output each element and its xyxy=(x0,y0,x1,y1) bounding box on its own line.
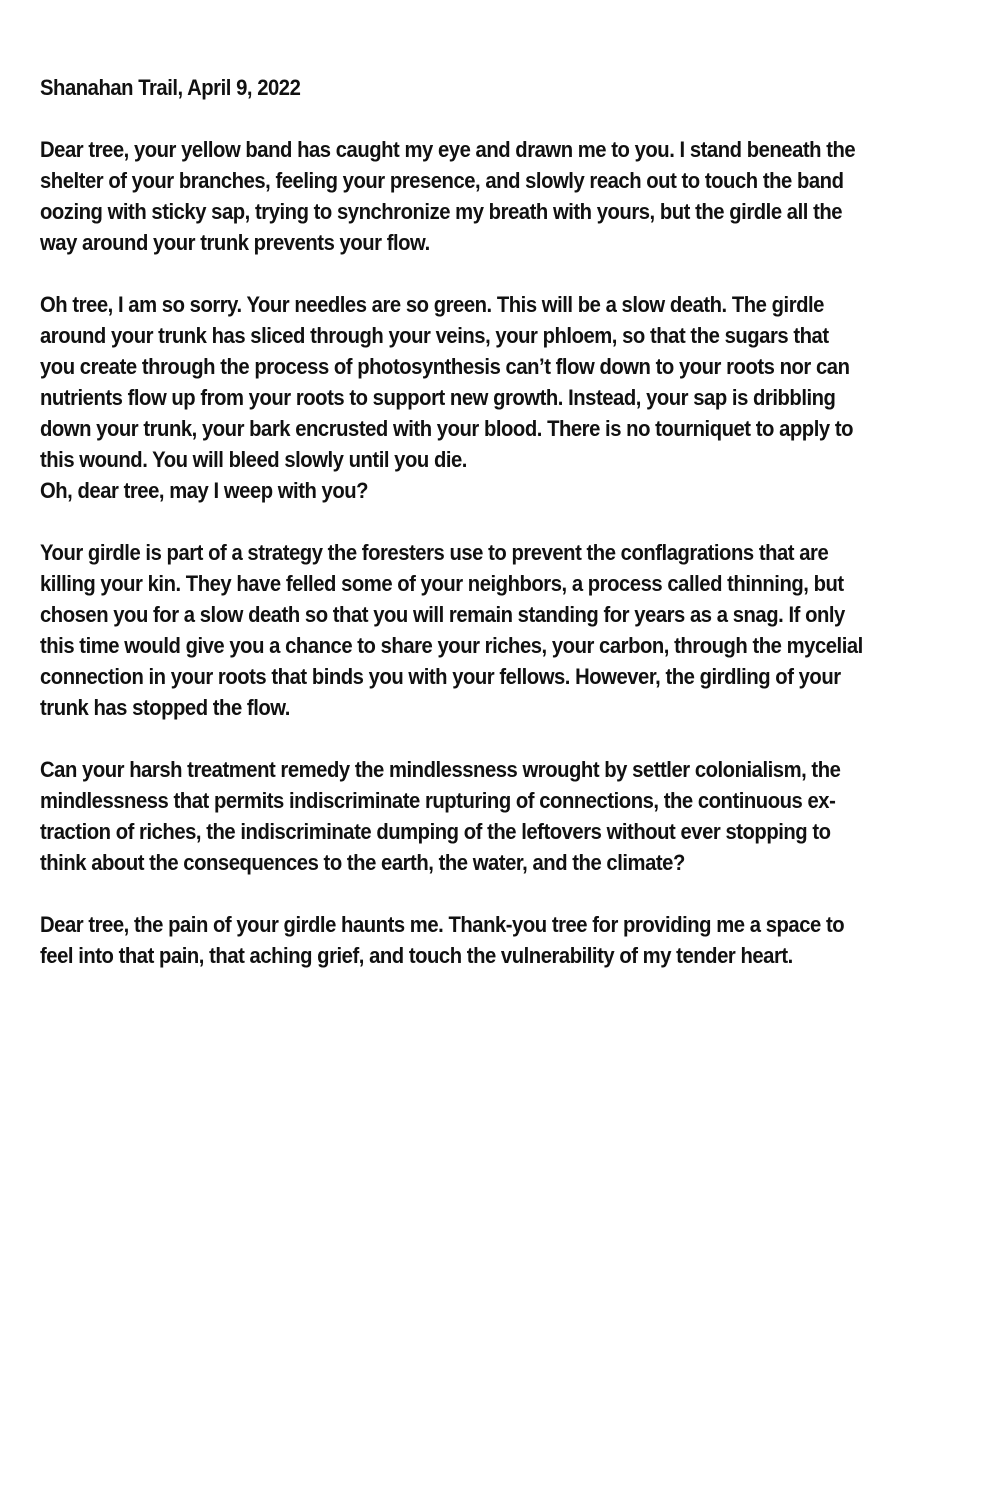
paragraph-line: killing your kin. They have felled some of your neighbors, a process called thinning, but xyxy=(40,571,844,596)
paragraph-line: think about the consequences to the earth, the water, and the climate? xyxy=(40,850,685,875)
paragraph-line: oozing with sticky sap, trying to synchronize my breath with yours, but the girdle all the xyxy=(40,199,843,224)
paragraph-3 xyxy=(40,537,969,723)
paragraph-line: this wound. You will bleed slowly until you die. xyxy=(40,447,467,472)
paragraph-line: you create through the process of photosynthesis can’t flow down to your roots nor can xyxy=(40,354,850,379)
paragraph-line: Can your harsh treatment remedy the mindlessness wrought by settler colonialism, the xyxy=(40,757,841,782)
paragraph-line: mindlessness that permits indiscriminate rupturing of connections, the continuous ex- xyxy=(40,788,836,813)
paragraph-line: feel into that pain, that aching grief, and touch the vulnerability of my tender heart. xyxy=(40,943,793,968)
paragraph-line: nutrients flow up from your roots to support new growth. Instead, your sap is dribbling xyxy=(40,385,836,410)
paragraph-line: Dear tree, the pain of your girdle haunts me. Thank-you tree for providing me a space to xyxy=(40,912,845,937)
paragraph-line: Oh tree, I am so sorry. Your needles are so green. This will be a slow death. The girdle xyxy=(40,292,824,317)
paragraph-line: connection in your roots that binds you with your fellows. However, the girdling of your xyxy=(40,664,841,689)
paragraph-line: way around your trunk prevents your flow. xyxy=(40,230,430,255)
paragraph-4 xyxy=(40,754,969,878)
paragraph-line: down your trunk, your bark encrusted with your blood. There is no tourniquet to apply to xyxy=(40,416,854,441)
paragraph-line: trunk has stopped the flow. xyxy=(40,695,290,720)
paragraph-5 xyxy=(40,909,969,971)
paragraph-line: chosen you for a slow death so that you will remain standing for years as a snag. If only xyxy=(40,602,845,627)
paragraph-line: Your girdle is part of a strategy the foresters use to prevent the conflagrations that are xyxy=(40,540,829,565)
paragraph-2 xyxy=(40,289,969,506)
paragraph-line: Oh, dear tree, may I weep with you? xyxy=(40,478,369,503)
document-page xyxy=(40,72,896,1002)
document-heading: Shanahan Trail, April 9, 2022 xyxy=(40,75,301,100)
paragraph-line: shelter of your branches, feeling your presence, and slowly reach out to touch the band xyxy=(40,168,844,193)
paragraph-line: traction of riches, the indiscriminate dumping of the leftovers without ever stopping to xyxy=(40,819,831,844)
paragraph-line: this time would give you a chance to share your riches, your carbon, through the mycelial xyxy=(40,633,863,658)
paragraph-line: around your trunk has sliced through your veins, your phloem, so that the sugars that xyxy=(40,323,829,348)
document-body xyxy=(40,72,969,971)
paragraph-line: Dear tree, your yellow band has caught my eye and drawn me to you. I stand beneath the xyxy=(40,137,856,162)
paragraph-1 xyxy=(40,134,969,258)
